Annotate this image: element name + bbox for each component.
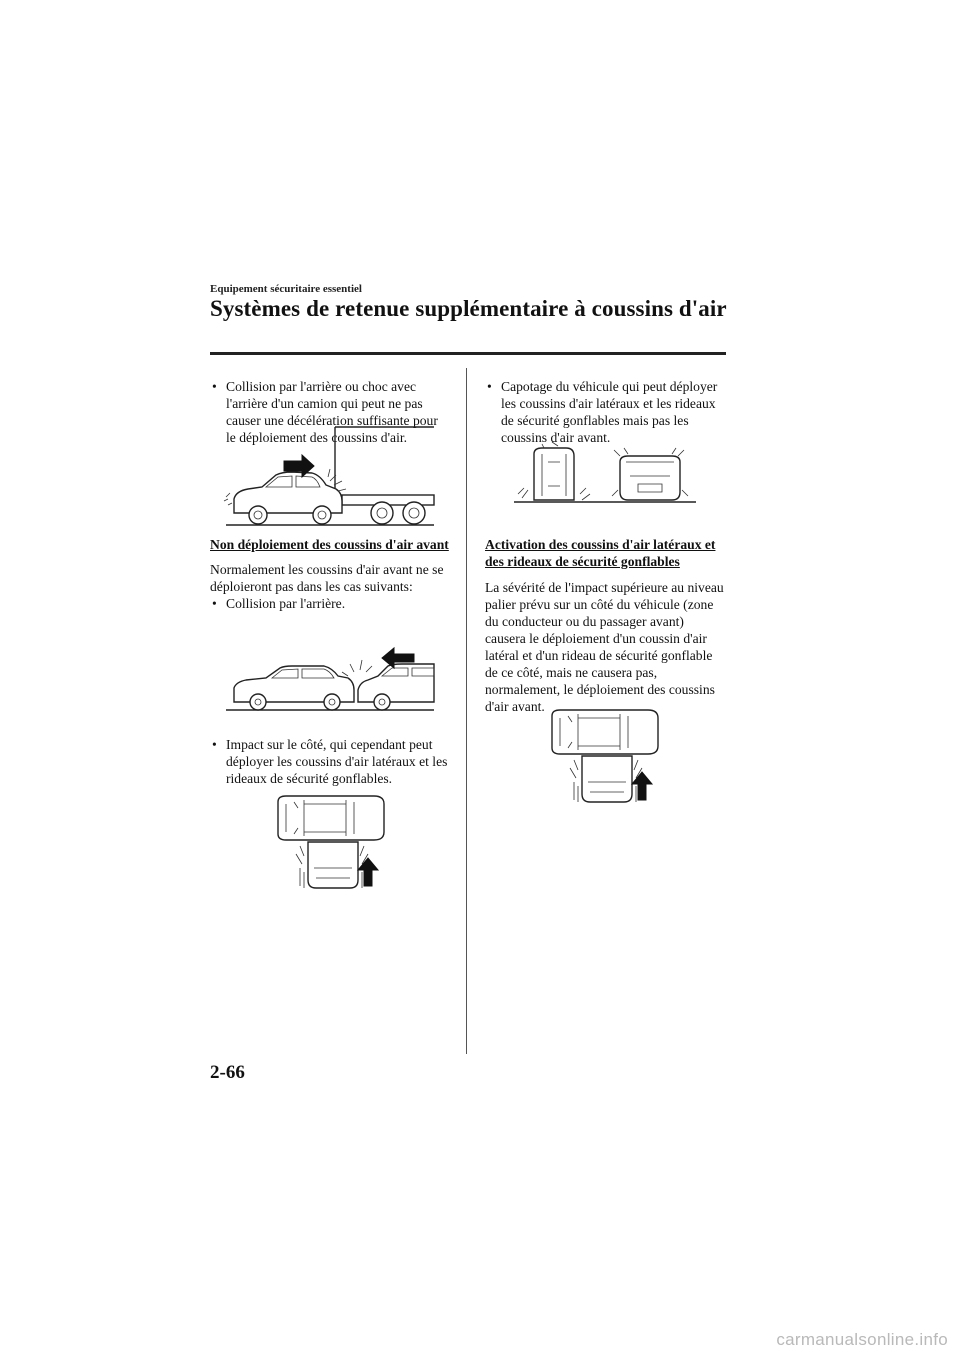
column-divider: [466, 368, 467, 1054]
bullet-truck-text: Collision par l'arrière ou choc avec l'arrière d'un camion qui peut ne pas causer une décélération suffisante pour le déploiement des coussins d'air.: [226, 379, 438, 445]
bullet-dot: •: [212, 379, 217, 394]
activation-heading: Activation des coussins d'air latéraux et des rideaux de sécurité gonflables: [485, 537, 716, 569]
rollover-illustration: [512, 440, 698, 510]
bullet-dot: •: [212, 737, 217, 752]
rear-end-collision-illustration: [222, 636, 436, 714]
section-label: Equipement sécuritaire essentiel: [210, 283, 362, 295]
side-airbag-activation-illustration: [548, 708, 660, 806]
non-deploy-heading: Non déploiement des coussins d'air avant: [210, 537, 449, 552]
non-deploy-paragraph: Normalement les coussins d'air avant ne se déploieront pas dans les cas suivants:: [210, 562, 444, 594]
bullet-side-impact: [210, 736, 450, 787]
bullet-rear-text: Collision par l'arrière.: [226, 596, 346, 611]
truck-rear-collision-illustration: [222, 425, 436, 529]
title-rule: [210, 352, 726, 355]
watermark: carmanualsonline.info: [776, 1330, 948, 1349]
bullet-rollover: [485, 378, 727, 446]
bullet-dot: •: [212, 596, 217, 611]
bullet-rollover-text: Capotage du véhicule qui peut déployer les coussins d'air latéraux et les rideaux de sécurité gonflables mais pas les coussins d'air avant.: [501, 379, 718, 445]
bullet-side-text: Impact sur le côté, qui cependant peut déployer les coussins d'air latéraux et les rideaux de sécurité gonflables.: [226, 737, 448, 786]
non-deploy-section: [210, 536, 450, 612]
page-title: Systèmes de retenue supplémentaire à coussins d'air: [210, 296, 727, 321]
side-impact-illustration: [274, 794, 386, 892]
activation-section: [485, 536, 727, 715]
bullet-dot: •: [487, 379, 492, 394]
page-number: 2-66: [210, 1062, 245, 1083]
activation-paragraph: La sévérité de l'impact supérieure au niveau palier prévu sur un côté du véhicule (zone du conducteur ou du passager avant) causera le déploiement d'un coussin d'air latéral et d'un rideau de sécurité gonflable de ce côté, mais ne causera pas, normalement, le déploiement des coussins d'air avant.: [485, 580, 724, 714]
